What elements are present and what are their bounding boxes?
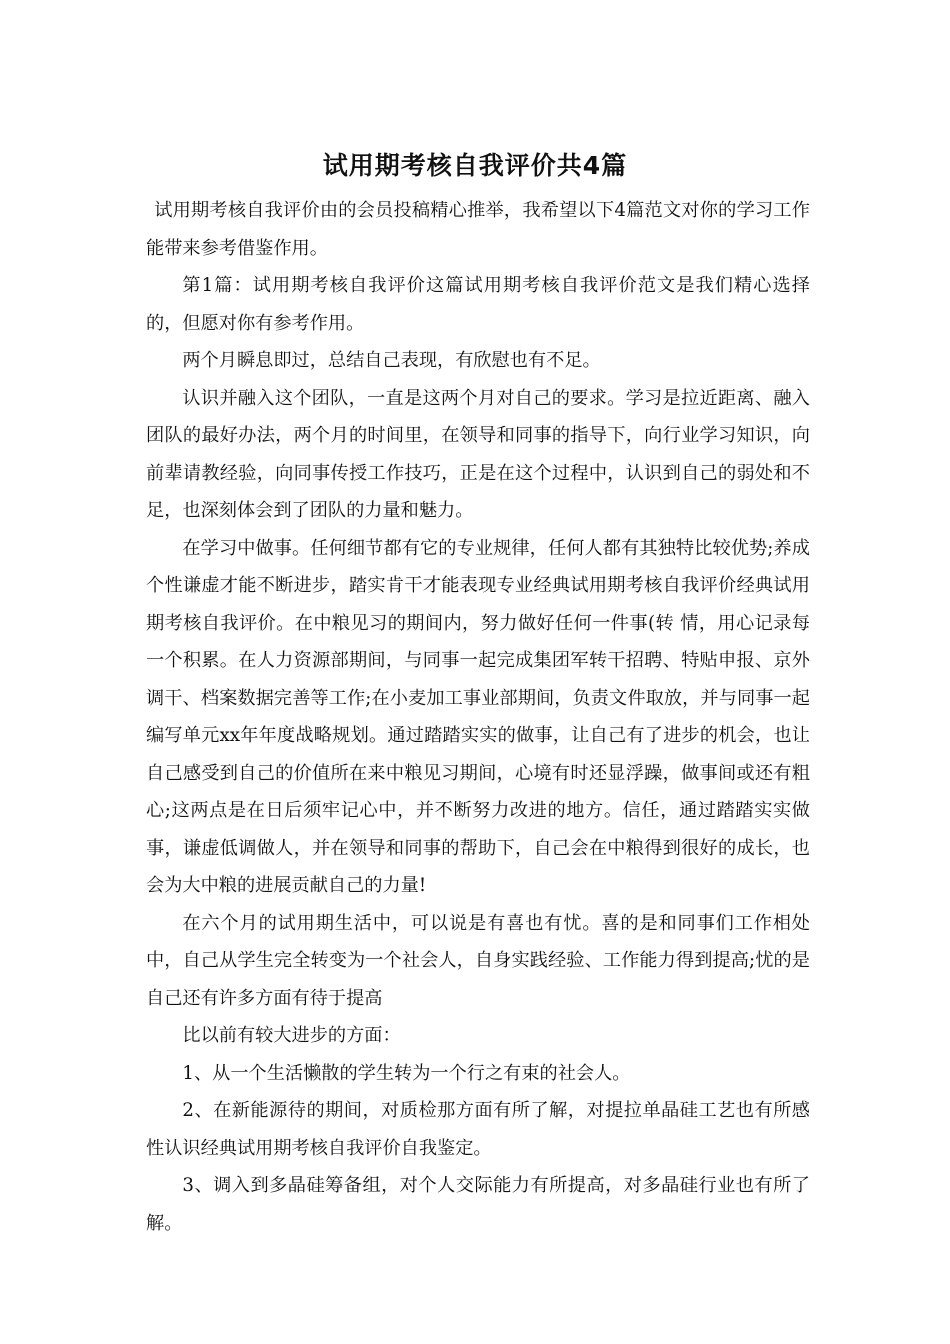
- paragraph: 在六个月的试用期生活中，可以说是有喜也有忧。喜的是和同事们工作相处中，自己从学生完全转变为一个社会人，自身实践经验、工作能力得到提高;忧的是自己还有许多方面有待于提高: [146, 912, 810, 1009]
- document-title: 试用期考核自我评价共4篇: [322, 151, 628, 180]
- document-body: [146, 192, 810, 1242]
- list-item: 1、从一个生活懒散的学生转为一个行之有束的社会人。: [182, 1062, 631, 1084]
- paragraph: 在学习中做事。任何细节都有它的专业规律，任何人都有其独特比较优势;养成个性谦虚才能不断进步，踏实肯干才能表现专业经典试用期考核自我评价经典试用期考核自我评价。在中粮见习的期间内，努力做好任何一件事(转 情，用心记录每一个积累。在人力资源部期间，与同事一起完成集团军转干招聘、特贴申报、京外调干、档案数据完善等工作;在小麦加工事业部期间，负责文件取放，并与同事一起编写单元xx年年度战略规划。通过踏踏实实的做事，让自己有了进步的机会，也让自己感受到自己的价值所在来中粮见习期间，心境有时还显浮躁，做事间或还有粗心;这两点是在日后须牢记心中，并不断努力改进的地方。信任，通过踏踏实实做事，谦虚低调做人，并在领导和同事的帮助下，自己会在中粮得到很好的成长，也会为大中粮的进展贡献自己的力量!: [146, 537, 810, 896]
- list-item: 3、调入到多晶硅筹备组，对个人交际能力有所提高，对多晶硅行业也有所了解。: [146, 1175, 810, 1234]
- paragraph: 两个月瞬息即过，总结自己表现，有欣慰也有不足。: [182, 350, 601, 371]
- list-item: 2、在新能源待的期间，对质检那方面有所了解，对提拉单晶硅工艺也有所感性认识经典试用期考核自我评价自我鉴定。: [146, 1100, 810, 1159]
- paragraph-chapter-1-intro: 第1篇：试用期考核自我评价这篇试用期考核自我评价范文是我们精心选择的，但愿对你有参考作用。: [146, 275, 810, 334]
- paragraph-intro: 试用期考核自我评价由的会员投稿精心推举，我希望以下4篇范文对你的学习工作能带来参考借鉴作用。: [146, 200, 810, 259]
- paragraph: 比以前有较大进步的方面：: [182, 1025, 401, 1046]
- paragraph: 认识并融入这个团队，一直是这两个月对自己的要求。学习是拉近距离、融入团队的最好办法，两个月的时间里，在领导和同事的指导下，向行业学习知识，向前辈请教经验，向同事传授工作技巧，正是在这个过程中，认识到自己的弱处和不足，也深刻体会到了团队的力量和魅力。: [146, 387, 810, 521]
